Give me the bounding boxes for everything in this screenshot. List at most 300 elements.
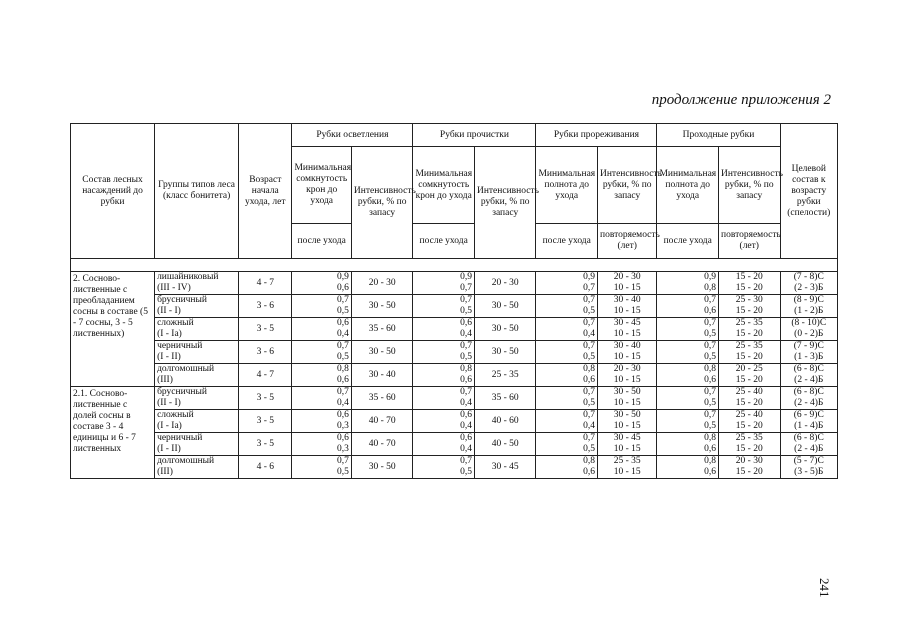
pro-closure-cell — [413, 364, 475, 387]
pro-closure-cell-pro_b: 0,4 — [460, 444, 472, 454]
header-min-closure-pro: Минимальная сомкнутость крон до ухода — [413, 147, 475, 224]
group-cell-group: брусничный — [157, 295, 207, 305]
osv-closure-cell — [292, 364, 351, 387]
prj-density-cell-prj_a: 0,9 — [583, 272, 595, 282]
osv-closure-cell — [292, 295, 351, 318]
osv-closure-cell-osv_a: 0,7 — [337, 387, 349, 397]
prj-intensity-cell-prj_r: 10 - 15 — [613, 467, 641, 477]
age-cell-age: 4 - 7 — [256, 277, 274, 288]
header-light-cuttings: Рубки осветления — [292, 124, 413, 147]
ph-intensity-cell-ph_i: 15 - 20 — [735, 272, 763, 282]
prj-density-cell-prj_b: 0,4 — [583, 329, 595, 339]
table-row — [71, 456, 838, 479]
prj-density-cell — [536, 364, 598, 387]
table-row — [71, 387, 838, 410]
ph-density-cell-ph_b: 0,6 — [704, 444, 716, 454]
header-intensity-ph: Интенсивность рубки, % по запасу — [718, 147, 780, 224]
target-cell-t2: (2 - 3)Б — [794, 283, 824, 293]
group-cell — [155, 364, 239, 387]
pro-closure-cell — [413, 318, 475, 341]
pro-closure-cell-pro_b: 0,6 — [460, 375, 472, 385]
pro-intensity-cell-pro_i: 40 - 60 — [491, 415, 519, 426]
ph-intensity-cell — [718, 272, 780, 295]
ph-intensity-cell-ph_r: 15 - 20 — [735, 398, 763, 408]
pro-intensity-cell — [474, 387, 536, 410]
pro-closure-cell-pro_a: 0,8 — [460, 364, 472, 374]
osv-intensity-cell-osv_i: 30 - 50 — [368, 346, 396, 357]
table-body — [71, 272, 838, 479]
table-row — [71, 318, 838, 341]
ph-intensity-cell-ph_i: 25 - 40 — [735, 410, 763, 420]
pro-intensity-cell-pro_i: 20 - 30 — [491, 277, 519, 288]
age-cell — [239, 341, 292, 364]
ph-density-cell — [657, 295, 719, 318]
age-cell — [239, 318, 292, 341]
pro-closure-cell-pro_b: 0,4 — [460, 398, 472, 408]
group-cell-group: лишайниковый — [157, 272, 219, 282]
pro-closure-cell-pro_b: 0,7 — [460, 283, 472, 293]
table-row — [71, 272, 838, 295]
ph-density-cell — [657, 456, 719, 479]
prj-density-cell-prj_a: 0,7 — [583, 318, 595, 328]
age-cell-age: 3 - 6 — [256, 300, 274, 311]
age-cell-age: 3 - 5 — [256, 392, 274, 403]
prj-density-cell-prj_a: 0,7 — [583, 433, 595, 443]
target-cell-t2: (1 - 4)Б — [794, 421, 824, 431]
osv-closure-cell-osv_a: 0,8 — [337, 364, 349, 374]
target-cell-t1: (8 - 10)С — [791, 318, 827, 328]
ph-intensity-cell-ph_r: 15 - 20 — [735, 467, 763, 477]
pro-intensity-cell — [474, 456, 536, 479]
prj-intensity-cell — [597, 272, 656, 295]
ph-density-cell — [657, 364, 719, 387]
target-cell-t2: (0 - 2)Б — [794, 329, 824, 339]
header-repeatability-ph: повторяемость (лет) — [718, 224, 780, 259]
target-cell — [780, 387, 837, 410]
osv-intensity-cell-osv_i: 40 - 70 — [368, 415, 396, 426]
prj-intensity-cell — [597, 387, 656, 410]
osv-closure-cell-osv_b: 0,4 — [337, 329, 349, 339]
target-cell-t2: (1 - 3)Б — [794, 352, 824, 362]
prj-density-cell-prj_a: 0,7 — [583, 410, 595, 420]
osv-closure-cell-osv_b: 0,6 — [337, 283, 349, 293]
target-cell — [780, 318, 837, 341]
ph-density-cell-ph_b: 0,6 — [704, 375, 716, 385]
prj-intensity-cell-prj_i: 25 - 35 — [613, 456, 641, 466]
ph-intensity-cell — [718, 341, 780, 364]
ph-intensity-cell-ph_r: 15 - 20 — [735, 375, 763, 385]
osv-intensity-cell — [351, 433, 413, 456]
group-cell — [155, 456, 239, 479]
pro-closure-cell-pro_b: 0,5 — [460, 306, 472, 316]
prj-intensity-cell-prj_r: 10 - 15 — [613, 306, 641, 316]
ph-density-cell-ph_a: 0,7 — [704, 295, 716, 305]
age-cell — [239, 456, 292, 479]
pro-closure-cell-pro_a: 0,7 — [460, 456, 472, 466]
header-after-care-prj: после ухода — [536, 224, 598, 259]
osv-closure-cell-osv_b: 0,3 — [337, 444, 349, 454]
osv-intensity-cell-osv_i: 35 - 60 — [368, 323, 396, 334]
pro-intensity-cell — [474, 295, 536, 318]
pro-intensity-cell-pro_i: 40 - 50 — [491, 438, 519, 449]
prj-intensity-cell-prj_r: 10 - 15 — [613, 352, 641, 362]
ph-intensity-cell-ph_i: 25 - 35 — [735, 318, 763, 328]
prj-intensity-cell-prj_r: 10 - 15 — [613, 283, 641, 293]
osv-closure-cell-osv_b: 0,4 — [337, 398, 349, 408]
group-cell-bonitet: (I - Iа) — [157, 421, 182, 431]
target-cell — [780, 433, 837, 456]
group-cell-bonitet: (III) — [157, 467, 173, 477]
ph-intensity-cell — [718, 364, 780, 387]
pro-intensity-cell — [474, 318, 536, 341]
block-label: 2.1. Сосново-лиственные с долей сосны в составе 3 - 4 единицы и 6 - 7 лиственных — [71, 387, 155, 479]
pro-closure-cell-pro_b: 0,4 — [460, 421, 472, 431]
osv-closure-cell — [292, 341, 351, 364]
group-cell — [155, 295, 239, 318]
prj-intensity-cell — [597, 456, 656, 479]
pro-intensity-cell — [474, 433, 536, 456]
group-cell-group: долгомошный — [157, 456, 215, 466]
prj-intensity-cell-prj_r: 10 - 15 — [613, 444, 641, 454]
prj-intensity-cell-prj_r: 10 - 15 — [613, 375, 641, 385]
ph-intensity-cell-ph_i: 25 - 30 — [735, 295, 763, 305]
group-cell-bonitet: (II - I) — [157, 306, 181, 316]
table-row — [71, 364, 838, 387]
group-cell-bonitet: (III) — [157, 375, 173, 385]
osv-intensity-cell — [351, 387, 413, 410]
prj-intensity-cell-prj_r: 10 - 15 — [613, 398, 641, 408]
prj-density-cell-prj_b: 0,5 — [583, 444, 595, 454]
group-cell-group: брусничный — [157, 387, 207, 397]
osv-closure-cell-osv_b: 0,6 — [337, 375, 349, 385]
pro-intensity-cell — [474, 341, 536, 364]
prj-density-cell — [536, 318, 598, 341]
header-forest-groups: Группы типов леса (класс бонитета) — [155, 124, 239, 259]
ph-intensity-cell-ph_r: 15 - 20 — [735, 444, 763, 454]
osv-closure-cell — [292, 318, 351, 341]
age-cell-age: 4 - 6 — [256, 461, 274, 472]
osv-closure-cell — [292, 272, 351, 295]
pro-closure-cell-pro_b: 0,5 — [460, 352, 472, 362]
pro-closure-cell — [413, 456, 475, 479]
prj-density-cell-prj_b: 0,6 — [583, 375, 595, 385]
ph-intensity-cell-ph_i: 20 - 25 — [735, 364, 763, 374]
osv-closure-cell-osv_b: 0,5 — [337, 467, 349, 477]
pro-intensity-cell-pro_i: 30 - 50 — [491, 300, 519, 311]
header-passing-cuttings: Проходные рубки — [657, 124, 780, 147]
header-age: Возраст начала ухода, лет — [239, 124, 292, 259]
ph-intensity-cell-ph_i: 25 - 35 — [735, 341, 763, 351]
page-number: 241 — [817, 578, 832, 598]
osv-closure-cell — [292, 433, 351, 456]
prj-density-cell-prj_a: 0,8 — [583, 364, 595, 374]
osv-intensity-cell — [351, 272, 413, 295]
osv-intensity-cell-osv_i: 30 - 40 — [368, 369, 396, 380]
age-cell-age: 3 - 5 — [256, 323, 274, 334]
ph-intensity-cell — [718, 295, 780, 318]
group-cell-bonitet: (I - II) — [157, 352, 181, 362]
ph-density-cell-ph_b: 0,5 — [704, 398, 716, 408]
prj-intensity-cell — [597, 295, 656, 318]
osv-intensity-cell — [351, 456, 413, 479]
prj-density-cell-prj_b: 0,5 — [583, 352, 595, 362]
osv-intensity-cell — [351, 318, 413, 341]
prj-intensity-cell — [597, 410, 656, 433]
prj-density-cell — [536, 433, 598, 456]
ph-density-cell — [657, 341, 719, 364]
table-row — [71, 341, 838, 364]
osv-closure-cell — [292, 410, 351, 433]
group-cell — [155, 433, 239, 456]
ph-density-cell-ph_b: 0,5 — [704, 329, 716, 339]
header-after-care-pro: после ухода — [413, 224, 475, 259]
header-intensity-osv: Интенсивность рубки, % по запасу — [351, 147, 413, 259]
prj-intensity-cell-prj_r: 10 - 15 — [613, 421, 641, 431]
target-cell — [780, 456, 837, 479]
pro-closure-cell-pro_a: 0,6 — [460, 433, 472, 443]
osv-intensity-cell-osv_i: 40 - 70 — [368, 438, 396, 449]
group-cell-bonitet: (III - IV) — [157, 283, 191, 293]
ph-intensity-cell-ph_r: 15 - 20 — [735, 283, 763, 293]
group-cell — [155, 272, 239, 295]
header-spacer-row — [71, 259, 838, 272]
osv-closure-cell — [292, 387, 351, 410]
prj-density-cell-prj_a: 0,7 — [583, 295, 595, 305]
pro-closure-cell — [413, 341, 475, 364]
pro-closure-cell — [413, 410, 475, 433]
pro-closure-cell — [413, 272, 475, 295]
ph-density-cell-ph_a: 0,9 — [704, 272, 716, 282]
continuation-title: продолжение приложения 2 — [651, 92, 831, 108]
pro-intensity-cell-pro_i: 25 - 35 — [491, 369, 519, 380]
ph-density-cell — [657, 387, 719, 410]
header-after-care-ph: после ухода — [657, 224, 719, 259]
pro-intensity-cell — [474, 410, 536, 433]
osv-intensity-cell — [351, 364, 413, 387]
ph-density-cell — [657, 410, 719, 433]
group-cell — [155, 341, 239, 364]
ph-intensity-cell-ph_r: 15 - 20 — [735, 352, 763, 362]
ph-density-cell-ph_b: 0,5 — [704, 421, 716, 431]
age-cell-age: 3 - 5 — [256, 438, 274, 449]
age-cell — [239, 410, 292, 433]
group-cell-bonitet: (II - I) — [157, 398, 181, 408]
ph-intensity-cell-ph_i: 20 - 30 — [735, 456, 763, 466]
header-min-closure-osv: Минимальная сомкнутость крон до ухода — [292, 147, 351, 224]
ph-density-cell-ph_a: 0,7 — [704, 341, 716, 351]
group-cell-group: сложный — [157, 318, 194, 328]
ph-intensity-cell-ph_r: 15 - 20 — [735, 421, 763, 431]
target-cell-t1: (7 - 9)С — [793, 341, 824, 351]
pro-closure-cell-pro_a: 0,7 — [460, 295, 472, 305]
ph-intensity-cell — [718, 456, 780, 479]
age-cell — [239, 272, 292, 295]
pro-closure-cell-pro_a: 0,9 — [460, 272, 472, 282]
prj-intensity-cell-prj_i: 30 - 40 — [613, 341, 641, 351]
header-cleaning-cuttings: Рубки прочистки — [413, 124, 536, 147]
prj-density-cell-prj_a: 0,8 — [583, 456, 595, 466]
ph-density-cell-ph_b: 0,6 — [704, 467, 716, 477]
target-cell-t2: (2 - 4)Б — [794, 444, 824, 454]
ph-intensity-cell — [718, 410, 780, 433]
pro-closure-cell-pro_b: 0,5 — [460, 467, 472, 477]
osv-closure-cell-osv_b: 0,5 — [337, 352, 349, 362]
group-cell-group: черничный — [157, 433, 203, 443]
prj-density-cell — [536, 456, 598, 479]
group-cell-bonitet: (I - II) — [157, 444, 181, 454]
ph-density-cell-ph_a: 0,7 — [704, 318, 716, 328]
header-after-care-osv: после ухода — [292, 224, 351, 259]
group-cell — [155, 318, 239, 341]
ph-density-cell-ph_b: 0,8 — [704, 283, 716, 293]
target-cell-t1: (6 - 9)С — [793, 410, 824, 420]
osv-closure-cell-osv_a: 0,9 — [337, 272, 349, 282]
prj-density-cell — [536, 341, 598, 364]
age-cell — [239, 433, 292, 456]
group-cell-group: сложный — [157, 410, 194, 420]
pro-closure-cell — [413, 433, 475, 456]
prj-intensity-cell — [597, 364, 656, 387]
ph-intensity-cell-ph_i: 25 - 35 — [735, 433, 763, 443]
target-cell-t1: (7 - 8)С — [793, 272, 824, 282]
ph-density-cell-ph_a: 0,8 — [704, 433, 716, 443]
header-intensity-pro: Интенсивность рубки, % по запасу — [474, 147, 536, 259]
group-cell-bonitet: (I - Iа) — [157, 329, 182, 339]
ph-intensity-cell — [718, 433, 780, 456]
target-cell-t1: (6 - 8)С — [793, 387, 824, 397]
header-repeatability-prj: повторяемость (лет) — [597, 224, 656, 259]
target-cell-t2: (2 - 4)Б — [794, 398, 824, 408]
table-row — [71, 295, 838, 318]
prj-density-cell-prj_b: 0,5 — [583, 398, 595, 408]
pro-closure-cell-pro_a: 0,7 — [460, 387, 472, 397]
prj-density-cell — [536, 387, 598, 410]
spacer-cell — [71, 259, 838, 272]
pro-intensity-cell-pro_i: 35 - 60 — [491, 392, 519, 403]
pro-intensity-cell — [474, 272, 536, 295]
target-cell — [780, 295, 837, 318]
ph-intensity-cell-ph_r: 15 - 20 — [735, 306, 763, 316]
osv-closure-cell-osv_b: 0,3 — [337, 421, 349, 431]
forest-care-table — [70, 123, 838, 479]
ph-intensity-cell — [718, 318, 780, 341]
age-cell — [239, 364, 292, 387]
header-min-density-prj: Минимальная полнота до ухода — [536, 147, 598, 224]
age-cell-age: 4 - 7 — [256, 369, 274, 380]
target-cell-t2: (2 - 4)Б — [794, 375, 824, 385]
prj-intensity-cell-prj_i: 20 - 30 — [613, 364, 641, 374]
osv-intensity-cell-osv_i: 30 - 50 — [368, 300, 396, 311]
pro-intensity-cell-pro_i: 30 - 50 — [491, 323, 519, 334]
osv-intensity-cell — [351, 410, 413, 433]
osv-closure-cell-osv_a: 0,6 — [337, 433, 349, 443]
osv-intensity-cell-osv_i: 20 - 30 — [368, 277, 396, 288]
osv-closure-cell-osv_b: 0,5 — [337, 306, 349, 316]
osv-intensity-cell — [351, 295, 413, 318]
prj-density-cell-prj_b: 0,6 — [583, 467, 595, 477]
ph-density-cell-ph_a: 0,8 — [704, 456, 716, 466]
pro-intensity-cell-pro_i: 30 - 45 — [491, 461, 519, 472]
prj-density-cell-prj_b: 0,7 — [583, 283, 595, 293]
age-cell-age: 3 - 6 — [256, 346, 274, 357]
target-cell — [780, 341, 837, 364]
ph-intensity-cell-ph_i: 25 - 40 — [735, 387, 763, 397]
prj-intensity-cell — [597, 341, 656, 364]
osv-intensity-cell-osv_i: 30 - 50 — [368, 461, 396, 472]
osv-closure-cell-osv_a: 0,7 — [337, 456, 349, 466]
prj-density-cell-prj_a: 0,7 — [583, 341, 595, 351]
header-target-composition: Целевой состав к возрасту рубки (спелости) — [780, 124, 837, 259]
target-cell-t1: (5 - 7)С — [793, 456, 824, 466]
pro-closure-cell-pro_a: 0,6 — [460, 318, 472, 328]
prj-intensity-cell-prj_i: 30 - 45 — [613, 318, 641, 328]
target-cell-t2: (1 - 2)Б — [794, 306, 824, 316]
prj-intensity-cell-prj_i: 20 - 30 — [613, 272, 641, 282]
pro-closure-cell-pro_a: 0,6 — [460, 410, 472, 420]
table-row — [71, 410, 838, 433]
target-cell — [780, 410, 837, 433]
ph-density-cell-ph_b: 0,5 — [704, 352, 716, 362]
pro-intensity-cell-pro_i: 30 - 50 — [491, 346, 519, 357]
ph-density-cell — [657, 272, 719, 295]
ph-density-cell — [657, 318, 719, 341]
prj-intensity-cell-prj_i: 30 - 50 — [613, 387, 641, 397]
group-cell-group: черничный — [157, 341, 203, 351]
prj-density-cell-prj_b: 0,5 — [583, 306, 595, 316]
prj-density-cell — [536, 410, 598, 433]
osv-closure-cell — [292, 456, 351, 479]
pro-closure-cell — [413, 295, 475, 318]
target-cell-t1: (6 - 8)С — [793, 433, 824, 443]
target-cell — [780, 272, 837, 295]
ph-density-cell-ph_b: 0,6 — [704, 306, 716, 316]
header-intensity-prj: Интенсивность рубки, % по запасу — [597, 147, 656, 224]
pro-closure-cell — [413, 387, 475, 410]
prj-intensity-cell-prj_i: 30 - 45 — [613, 433, 641, 443]
osv-closure-cell-osv_a: 0,7 — [337, 341, 349, 351]
osv-closure-cell-osv_a: 0,6 — [337, 410, 349, 420]
prj-intensity-cell-prj_r: 10 - 15 — [613, 329, 641, 339]
ph-intensity-cell — [718, 387, 780, 410]
ph-density-cell-ph_a: 0,7 — [704, 387, 716, 397]
osv-closure-cell-osv_a: 0,6 — [337, 318, 349, 328]
target-cell-t1: (8 - 9)С — [793, 295, 824, 305]
target-cell-t2: (3 - 5)Б — [794, 467, 824, 477]
osv-intensity-cell — [351, 341, 413, 364]
ph-density-cell-ph_a: 0,8 — [704, 364, 716, 374]
age-cell-age: 3 - 5 — [256, 415, 274, 426]
prj-density-cell — [536, 272, 598, 295]
block-label: 2. Сосново-лиственные с преобладанием сосны в составе (5 - 7 сосны, 3 - 5 лиственных) — [71, 272, 155, 387]
osv-intensity-cell-osv_i: 35 - 60 — [368, 392, 396, 403]
target-cell-t1: (6 - 8)С — [793, 364, 824, 374]
group-cell — [155, 387, 239, 410]
prj-density-cell-prj_a: 0,7 — [583, 387, 595, 397]
ph-intensity-cell-ph_r: 15 - 20 — [735, 329, 763, 339]
target-cell — [780, 364, 837, 387]
prj-intensity-cell-prj_i: 30 - 50 — [613, 410, 641, 420]
age-cell — [239, 387, 292, 410]
pro-closure-cell-pro_a: 0,7 — [460, 341, 472, 351]
header-min-density-ph: Минимальная полнота до ухода — [657, 147, 719, 224]
group-cell-group: долгомошный — [157, 364, 215, 374]
table-row — [71, 433, 838, 456]
header-thinning-cuttings: Рубки прореживания — [536, 124, 657, 147]
header-composition: Состав лесных насаждений до рубки — [71, 124, 155, 259]
age-cell — [239, 295, 292, 318]
prj-intensity-cell — [597, 318, 656, 341]
prj-intensity-cell-prj_i: 30 - 40 — [613, 295, 641, 305]
